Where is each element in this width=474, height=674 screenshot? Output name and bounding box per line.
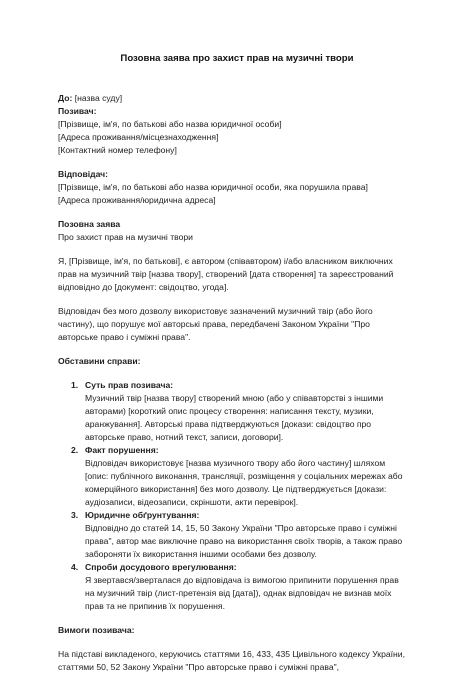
item-line: на музичний твір (лист-претензія від [дата]), однак відповідач не визнав моїх (85, 588, 392, 598)
item-line: забороняти їх використання іншими особами без дозволу. (85, 549, 317, 559)
defendant-address: [Адреса проживання/юридична адреса] (58, 195, 216, 205)
list-item (58, 561, 416, 613)
item-line: авторське право, нотний текст, записи, договори]. (85, 432, 284, 442)
item-line: права", автор має виключне право на використання своїх творів, а також право (85, 536, 403, 546)
item-number: 4. (71, 562, 79, 572)
item-line: аудіозаписи, відеозаписи, скріншоти, акти перевірок]. (85, 497, 299, 507)
court-line (58, 92, 416, 105)
to-label: До: (58, 93, 73, 103)
item-line: комерційного використання] без мого дозволу. Це підтверджується [докази: (85, 484, 387, 494)
item-line: Я звертався/зверталася до відповідача із вимогою припинити порушення прав (85, 575, 399, 585)
item-line: Відповідно до статей 14, 15, 50 Закону України "Про авторське право і суміжні (85, 523, 397, 533)
item-line: [опис: публічного виконання, трансляції, розміщення у соціальних мережах або (85, 471, 403, 481)
demands-heading: Вимоги позивача: (58, 625, 135, 635)
demands-line: статтями 50, 52 Закону України "Про авторське право і суміжні права", (58, 662, 340, 672)
circumstances-list (58, 379, 416, 613)
court-name: [назва суду] (72, 93, 123, 103)
intro-paragraph (58, 255, 416, 294)
violation-line: частину), що порушує мої авторські права, передбачені Законом України "Про (58, 319, 370, 329)
claim-subject: Про захист прав на музичні твори (58, 232, 193, 242)
item-title: Суть прав позивача: (85, 380, 174, 390)
item-number: 2. (71, 445, 79, 455)
document-title: Позовна заява про захист прав на музичні твори (120, 53, 354, 64)
item-line: авторами) [короткий опис процесу створення: написання тексту, музики, (85, 406, 374, 416)
item-number: 1. (71, 380, 79, 390)
item-line: аранжування]. Авторські права підтверджуються [докази: свідоцтво про (85, 419, 372, 429)
violation-paragraph (58, 305, 416, 344)
claim-label: Позовна заява (58, 219, 121, 229)
intro-line: відповідно до [документ: свідоцтво, угода]. (58, 282, 229, 292)
demands-paragraph (58, 648, 416, 674)
plaintiff-label: Позивач: (58, 106, 97, 116)
list-item (58, 379, 416, 444)
defendant-label: Відповідач: (58, 169, 109, 179)
item-line: Відповідач використовує [назва музичного твору або його частину] шляхом (85, 458, 386, 468)
violation-line: авторське право і суміжні права". (58, 332, 191, 342)
plaintiff-phone: [Контактний номер телефону] (58, 145, 177, 155)
defendant-name: [Прізвище, ім'я, по батькові або назва юридичної особи, яка порушила права] (58, 182, 368, 192)
item-line: Музичний твір [назва твору] створений мною (або у співавторстві з іншими (85, 393, 384, 403)
list-item (58, 444, 416, 509)
demands-line: На підставі викладеного, керуючись статтями 16, 433, 435 Цивільного кодексу України, (58, 649, 405, 659)
item-line: прав та не припинив їх порушення. (85, 601, 225, 611)
circumstances-heading: Обставини справи: (58, 356, 141, 366)
item-title: Спроби досудового врегулювання: (85, 562, 237, 572)
plaintiff-address: [Адреса проживання/місцезнаходження] (58, 132, 219, 142)
intro-line: прав на музичний твір [назва твору], створений [дата створення] та зареєстрований (58, 269, 394, 279)
intro-line: Я, [Прізвище, ім'я, по батькові], є автором (співавтором) і/або власником виключних (58, 256, 393, 266)
plaintiff-name: [Прізвище, ім'я, по батькові або назва юридичної особи] (58, 119, 282, 129)
violation-line: Відповідач без мого дозволу використовує зазначений музичний твір (або його (58, 306, 373, 316)
item-number: 3. (71, 510, 79, 520)
item-title: Юридичне обґрунтування: (85, 510, 200, 520)
list-item (58, 509, 416, 561)
item-title: Факт порушення: (85, 445, 159, 455)
